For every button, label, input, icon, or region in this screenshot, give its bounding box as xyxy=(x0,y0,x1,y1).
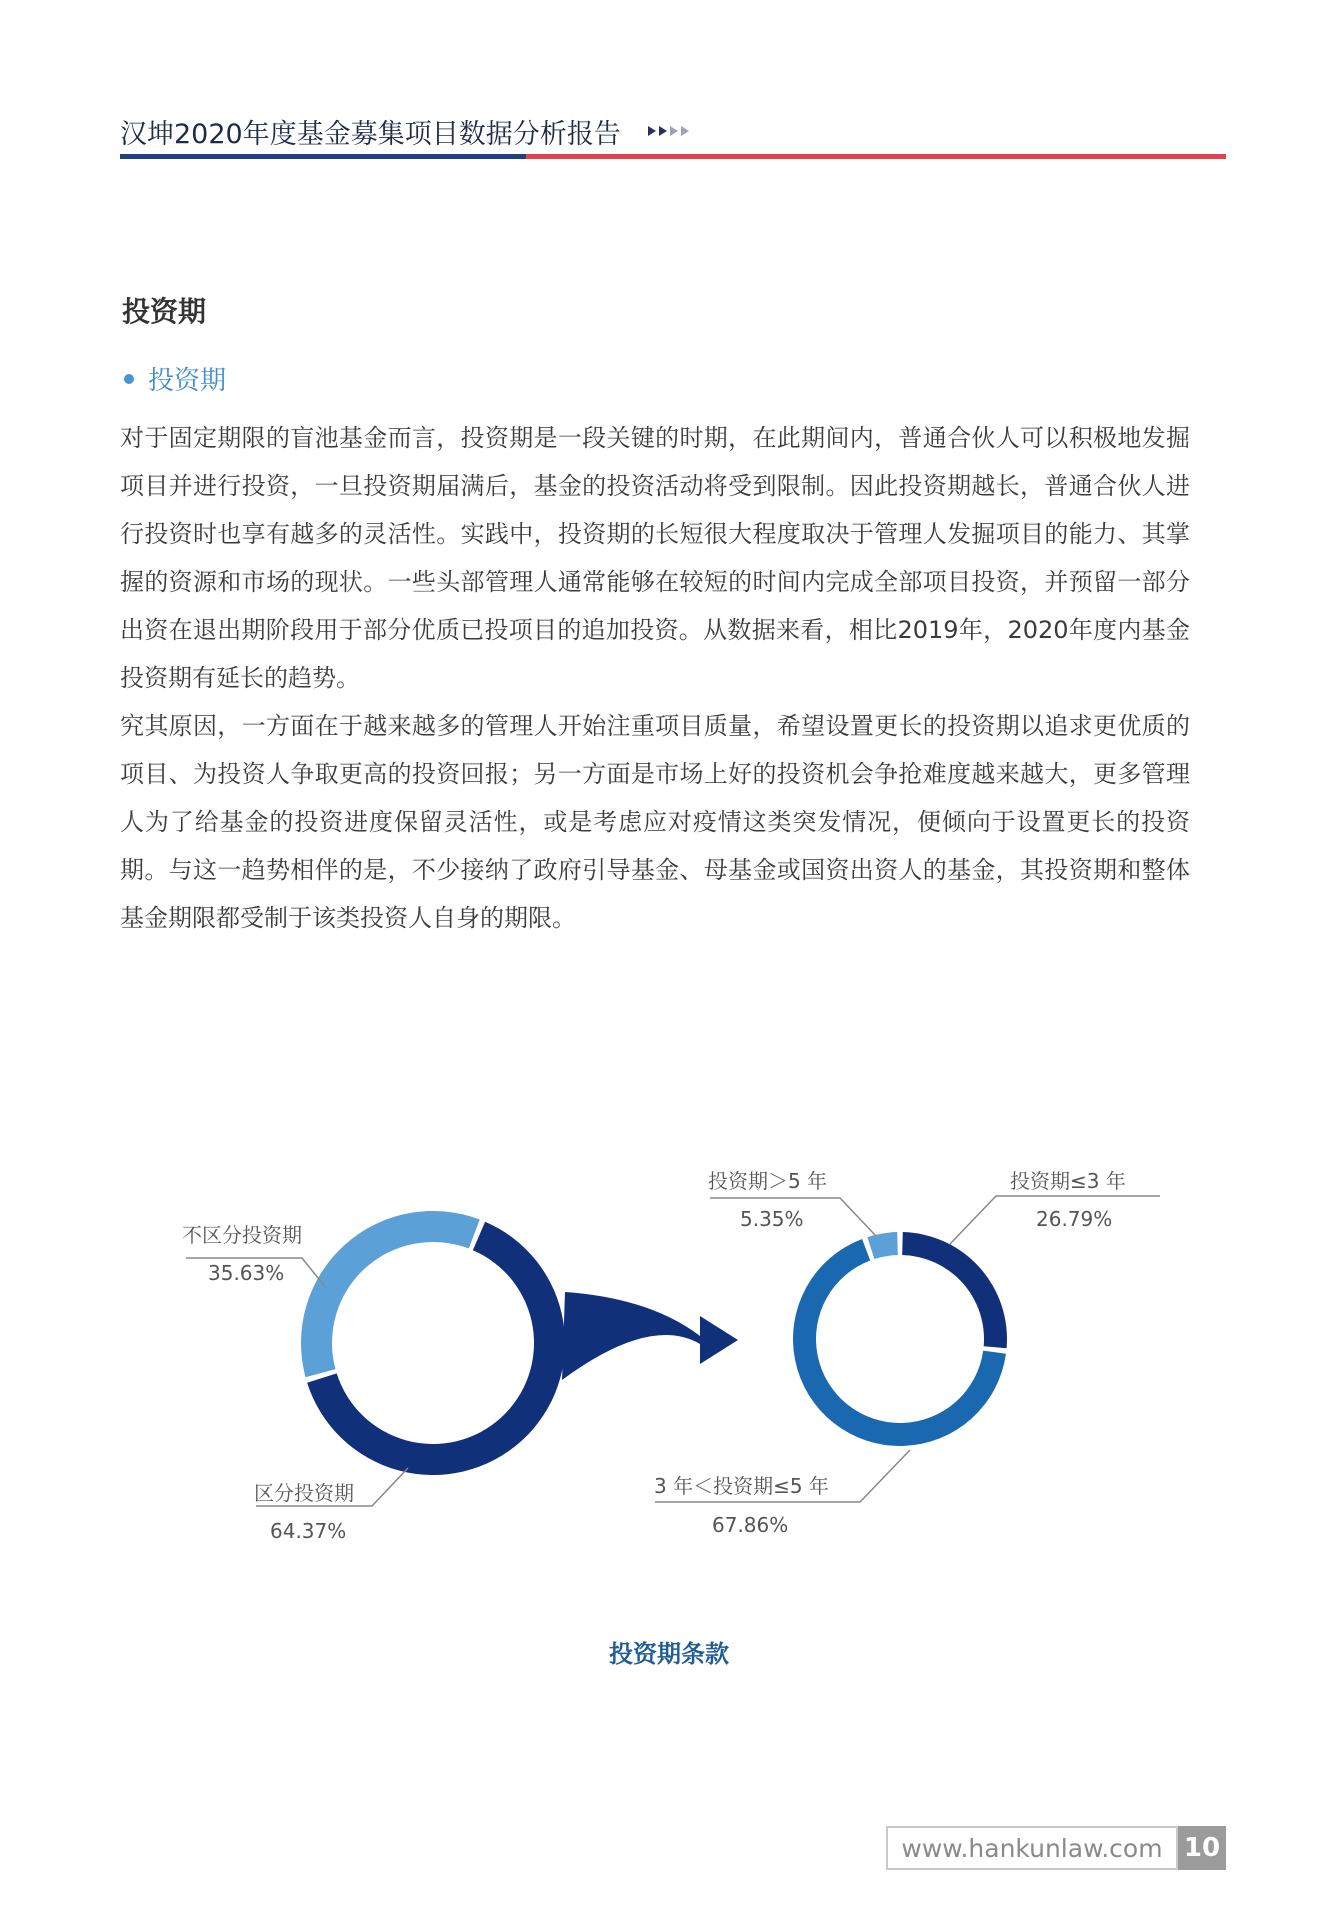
body-paragraph-2: 究其原因，一方面在于越来越多的管理人开始注重项目质量，希望设置更长的投资期以追求更优质的项目、为投资人争取更高的投资回报；另一方面是市场上好的投资机会争抢难度越来越大，更多管理人为了给基金的投资进度保留灵活性，或是考虑应对疫情这类突发情况，便倾向于设置更长的投资期。与这一趋势相伴的是，不少接纳了政府引导基金、母基金或国资出资人的基金，其投资期和整体基金期限都受制于该类投资人自身的期限。 xyxy=(120,712,1190,932)
donut-charts xyxy=(0,1140,1338,1580)
left-donut-slice-1 xyxy=(301,1211,480,1377)
donut-right xyxy=(793,1232,1007,1446)
label-gt5-value: 5.35% xyxy=(740,1207,804,1231)
label-3to5-value: 67.86% xyxy=(712,1513,789,1537)
label-3to5-name: 3 年＜投资期≤5 年 xyxy=(654,1474,829,1498)
chart-caption: 投资期条款 xyxy=(609,1640,729,1668)
label-split-name: 区分投资期 xyxy=(254,1481,354,1505)
bullet-dot-icon xyxy=(124,374,134,384)
section-heading: 投资期 xyxy=(122,295,207,328)
bullet-heading xyxy=(124,360,226,397)
bullet-heading-text: 投资期 xyxy=(148,366,227,396)
header-rule-blue xyxy=(120,154,526,159)
label-unsplit-name: 不区分投资期 xyxy=(182,1223,302,1247)
page-number: 10 xyxy=(1178,1826,1226,1870)
right-donut-slice-0 xyxy=(902,1232,1007,1348)
connector-arrow-icon xyxy=(562,1292,738,1380)
body-paragraph-1: 对于固定期限的盲池基金而言，投资期是一段关键的时期，在此期间内，普通合伙人可以积极地发掘项目并进行投资，一旦投资期届满后，基金的投资活动将受到限制。因此投资期越长，普通合伙人进行投资时也享有越多的灵活性。实践中，投资期的长短很大程度取决于管理人发掘项目的能力、其掌握的资源和市场的现状。一些头部管理人通常能够在较短的时间内完成全部项目投资，并预留一部分出资在退出期阶段用于部分优质已投项目的追加投资。从数据来看，相比2019年，2020年度内基金投资期有延长的趋势。 xyxy=(120,424,1190,692)
arrow-decoration-icon xyxy=(648,126,689,136)
label-unsplit-value: 35.63% xyxy=(208,1261,285,1285)
donut-left xyxy=(301,1211,565,1475)
report-title: 汉坤2020年度基金募集项目数据分析报告 xyxy=(120,119,621,150)
label-split-value: 64.37% xyxy=(270,1519,347,1543)
right-donut-slice-2 xyxy=(867,1232,897,1259)
header-rule-red xyxy=(526,154,1226,159)
label-gt5-name: 投资期＞5 年 xyxy=(708,1169,828,1193)
label-le3-value: 26.79% xyxy=(1036,1207,1113,1231)
footer-url: www.hankunlaw.com xyxy=(886,1826,1178,1870)
label-le3-name: 投资期≤3 年 xyxy=(1010,1169,1126,1193)
